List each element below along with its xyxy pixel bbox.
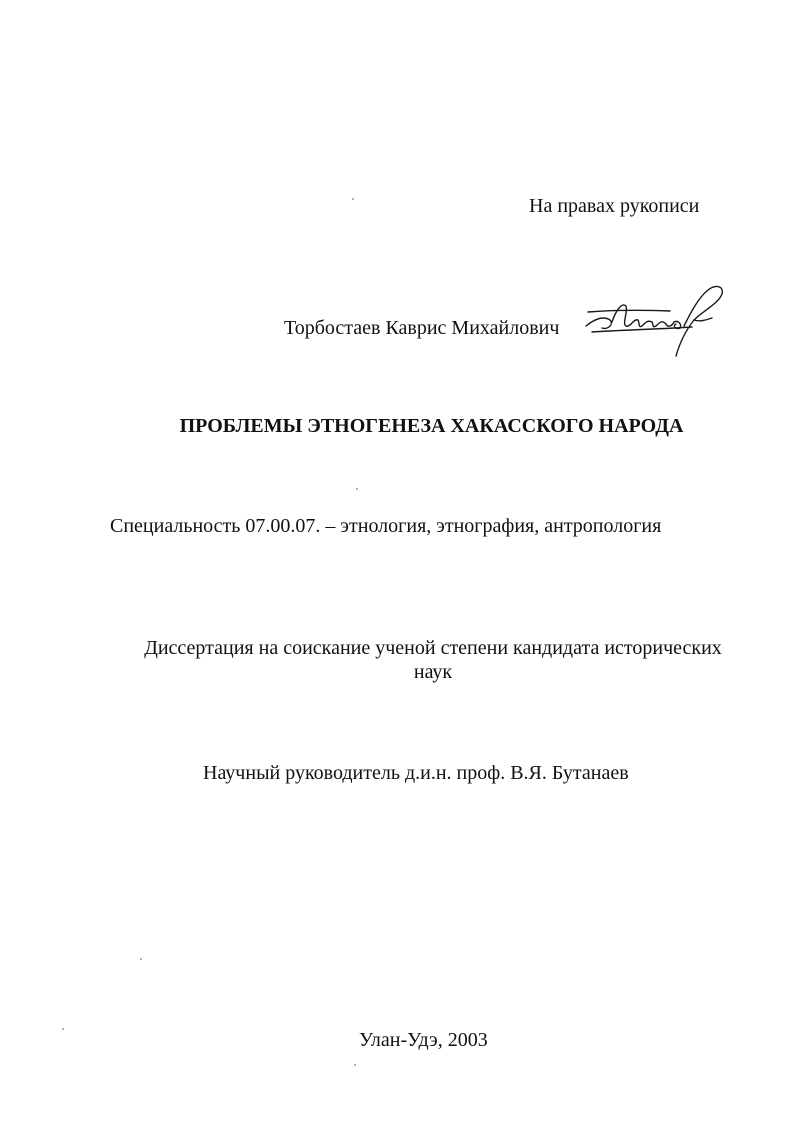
author-row xyxy=(284,280,754,360)
scan-speck xyxy=(140,958,142,960)
dissertation-title: ПРОБЛЕМЫ ЭТНОГЕНЕЗА ХАКАССКОГО НАРОДА xyxy=(179,415,684,437)
specialty-line: Специальность 07.00.07. – этнология, этнография, антропология xyxy=(110,515,662,537)
scientific-supervisor: Научный руководитель д.и.н. проф. В.Я. Бутанаев xyxy=(203,762,629,784)
degree-line-2: наук xyxy=(413,661,453,683)
rights-notice: На правах рукописи xyxy=(529,195,700,217)
scan-speck xyxy=(62,1028,64,1030)
scan-speck xyxy=(356,488,358,490)
degree-line-1: Диссертация на соискание ученой степени кандидата исторических xyxy=(144,637,722,659)
degree-statement xyxy=(118,636,748,684)
scan-speck xyxy=(354,1064,356,1066)
author-name: Торбостаев Каврис Михайлович xyxy=(284,317,560,339)
handwritten-signature-icon xyxy=(582,280,742,360)
city-year: Улан-Удэ, 2003 xyxy=(359,1029,488,1051)
scan-speck xyxy=(352,198,354,200)
